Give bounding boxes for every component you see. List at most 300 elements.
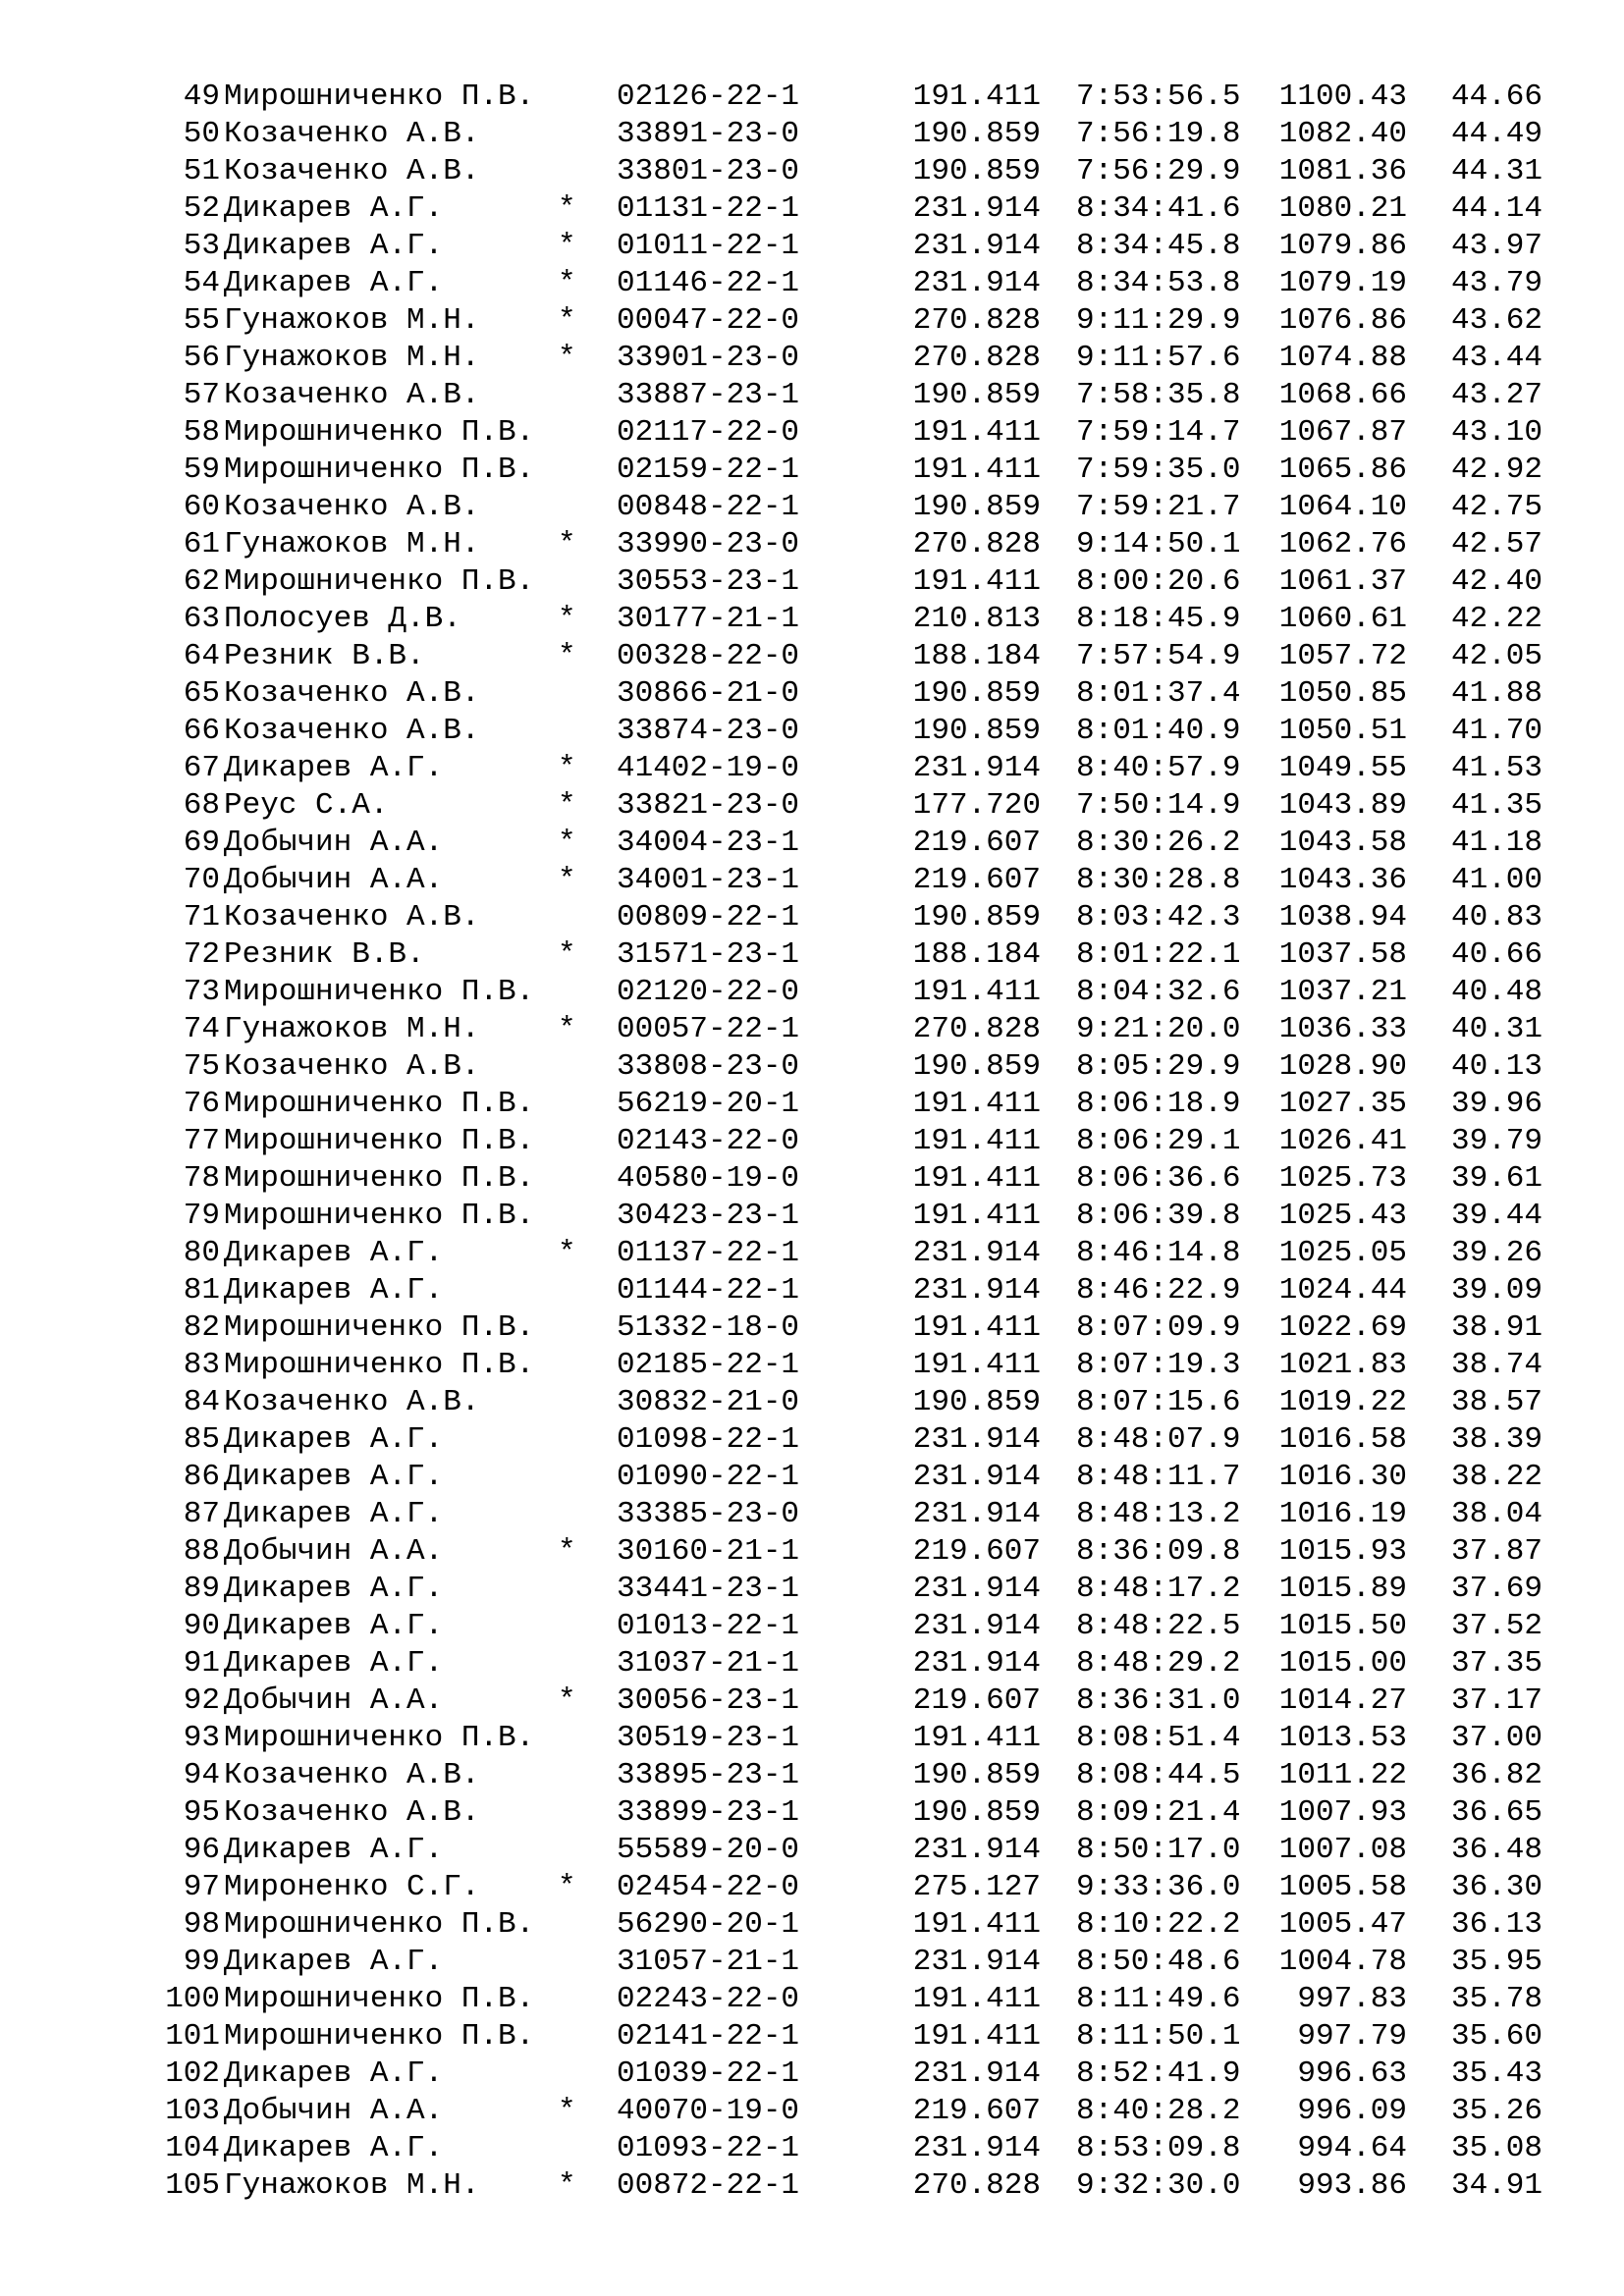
- flight-time-cell: 8:10:22.2: [1076, 1907, 1241, 1942]
- table-row: [143, 1160, 1567, 1198]
- place-cell: 55: [183, 303, 220, 338]
- fancier-name-cell: Резник В.В.: [224, 937, 425, 972]
- fancier-name-cell: Гунажоков М.Н.: [224, 303, 480, 338]
- place-cell: 85: [183, 1422, 220, 1457]
- points-cell: 36.65: [1450, 1795, 1543, 1830]
- fancier-name-cell: Мирошниченко П.В.: [224, 80, 535, 114]
- table-row: [143, 563, 1567, 601]
- fancier-name-cell: Дикарев А.Г.: [224, 2131, 444, 2165]
- fancier-name-cell: Гунажоков М.Н.: [224, 1012, 480, 1046]
- fancier-name-cell: Козаченко А.В.: [224, 900, 480, 934]
- place-cell: 56: [183, 341, 220, 375]
- table-row: [143, 1309, 1567, 1347]
- distance-cell: 219.607: [912, 2094, 1041, 2128]
- table-row: [143, 1720, 1567, 1757]
- speed-cell: 1025.73: [1278, 1161, 1407, 1196]
- points-cell: 35.43: [1450, 2056, 1543, 2091]
- flight-time-cell: 8:11:49.6: [1076, 1982, 1241, 2016]
- flight-time-cell: 8:36:09.8: [1076, 1534, 1241, 1569]
- ring-number-cell: 34001-23-1: [617, 863, 800, 897]
- speed-cell: 994.64: [1297, 2131, 1407, 2165]
- points-cell: 37.87: [1450, 1534, 1543, 1569]
- distance-cell: 177.720: [912, 788, 1041, 823]
- speed-cell: 1016.58: [1278, 1422, 1407, 1457]
- table-row: [143, 1011, 1567, 1048]
- fancier-name-cell: Козаченко А.В.: [224, 490, 480, 524]
- flight-time-cell: 8:34:53.8: [1076, 266, 1241, 300]
- speed-cell: 1082.40: [1278, 117, 1407, 151]
- mark-cell: *: [558, 1870, 576, 1904]
- ring-number-cell: 56290-20-1: [617, 1907, 800, 1942]
- fancier-name-cell: Дикарев А.Г.: [224, 191, 444, 226]
- speed-cell: 1068.66: [1278, 378, 1407, 412]
- ring-number-cell: 31571-23-1: [617, 937, 800, 972]
- table-row: [143, 377, 1567, 414]
- place-cell: 105: [165, 2168, 220, 2203]
- ring-number-cell: 02120-22-0: [617, 975, 800, 1009]
- distance-cell: 190.859: [912, 1758, 1041, 1792]
- table-row: [143, 302, 1567, 340]
- flight-time-cell: 8:48:11.7: [1076, 1460, 1241, 1494]
- ring-number-cell: 30160-21-1: [617, 1534, 800, 1569]
- table-row: [143, 1645, 1567, 1682]
- speed-cell: 996.63: [1297, 2056, 1407, 2091]
- distance-cell: 270.828: [912, 1012, 1041, 1046]
- place-cell: 53: [183, 229, 220, 263]
- fancier-name-cell: Добычин А.А.: [224, 826, 444, 860]
- fancier-name-cell: Мирошниченко П.В.: [224, 1199, 535, 1233]
- ring-number-cell: 02454-22-0: [617, 1870, 800, 1904]
- speed-cell: 1067.87: [1278, 415, 1407, 450]
- distance-cell: 231.914: [912, 751, 1041, 785]
- speed-cell: 1027.35: [1278, 1087, 1407, 1121]
- table-row: [143, 1794, 1567, 1832]
- distance-cell: 190.859: [912, 154, 1041, 188]
- mark-cell: *: [558, 639, 576, 673]
- place-cell: 96: [183, 1833, 220, 1867]
- distance-cell: 190.859: [912, 117, 1041, 151]
- points-cell: 42.57: [1450, 527, 1543, 561]
- mark-cell: *: [558, 751, 576, 785]
- place-cell: 61: [183, 527, 220, 561]
- fancier-name-cell: Дикарев А.Г.: [224, 1833, 444, 1867]
- fancier-name-cell: Козаченко А.В.: [224, 154, 480, 188]
- place-cell: 83: [183, 1348, 220, 1382]
- ring-number-cell: 02141-22-1: [617, 2019, 800, 2054]
- fancier-name-cell: Мирошниченко П.В.: [224, 564, 535, 599]
- speed-cell: 997.79: [1297, 2019, 1407, 2054]
- place-cell: 102: [165, 2056, 220, 2091]
- ring-number-cell: 00872-22-1: [617, 2168, 800, 2203]
- place-cell: 76: [183, 1087, 220, 1121]
- speed-cell: 1074.88: [1278, 341, 1407, 375]
- ring-number-cell: 33899-23-1: [617, 1795, 800, 1830]
- distance-cell: 191.411: [912, 415, 1041, 450]
- flight-time-cell: 8:34:41.6: [1076, 191, 1241, 226]
- place-cell: 104: [165, 2131, 220, 2165]
- flight-time-cell: 8:01:40.9: [1076, 714, 1241, 748]
- table-row: [143, 2167, 1567, 2205]
- fancier-name-cell: Дикарев А.Г.: [224, 1945, 444, 1979]
- distance-cell: 191.411: [912, 1310, 1041, 1345]
- place-cell: 51: [183, 154, 220, 188]
- table-row: [143, 750, 1567, 787]
- points-cell: 39.44: [1450, 1199, 1543, 1233]
- flight-time-cell: 8:40:28.2: [1076, 2094, 1241, 2128]
- distance-cell: 231.914: [912, 1833, 1041, 1867]
- table-row: [143, 1421, 1567, 1459]
- distance-cell: 231.914: [912, 1236, 1041, 1270]
- distance-cell: 190.859: [912, 1049, 1041, 1084]
- flight-time-cell: 8:04:32.6: [1076, 975, 1241, 1009]
- speed-cell: 1013.53: [1278, 1721, 1407, 1755]
- points-cell: 43.44: [1450, 341, 1543, 375]
- ring-number-cell: 01137-22-1: [617, 1236, 800, 1270]
- speed-cell: 1043.58: [1278, 826, 1407, 860]
- fancier-name-cell: Дикарев А.Г.: [224, 1422, 444, 1457]
- points-cell: 37.69: [1450, 1572, 1543, 1606]
- mark-cell: *: [558, 303, 576, 338]
- speed-cell: 1038.94: [1278, 900, 1407, 934]
- distance-cell: 275.127: [912, 1870, 1041, 1904]
- fancier-name-cell: Козаченко А.В.: [224, 1385, 480, 1419]
- flight-time-cell: 8:48:17.2: [1076, 1572, 1241, 1606]
- ring-number-cell: 51332-18-0: [617, 1310, 800, 1345]
- table-row: [143, 1198, 1567, 1235]
- flight-time-cell: 8:00:20.6: [1076, 564, 1241, 599]
- table-row: [143, 787, 1567, 825]
- flight-time-cell: 8:08:51.4: [1076, 1721, 1241, 1755]
- flight-time-cell: 8:48:07.9: [1076, 1422, 1241, 1457]
- results-table: [143, 79, 1567, 2205]
- flight-time-cell: 8:46:22.9: [1076, 1273, 1241, 1308]
- fancier-name-cell: Добычин А.А.: [224, 2094, 444, 2128]
- flight-time-cell: 7:59:21.7: [1076, 490, 1241, 524]
- flight-time-cell: 8:06:36.6: [1076, 1161, 1241, 1196]
- speed-cell: 1079.19: [1278, 266, 1407, 300]
- fancier-name-cell: Мирошниченко П.В.: [224, 2019, 535, 2054]
- ring-number-cell: 02143-22-0: [617, 1124, 800, 1158]
- mark-cell: *: [558, 937, 576, 972]
- flight-time-cell: 8:48:29.2: [1076, 1646, 1241, 1681]
- points-cell: 38.74: [1450, 1348, 1543, 1382]
- points-cell: 36.13: [1450, 1907, 1543, 1942]
- points-cell: 42.05: [1450, 639, 1543, 673]
- speed-cell: 1019.22: [1278, 1385, 1407, 1419]
- ring-number-cell: 01090-22-1: [617, 1460, 800, 1494]
- table-row: [143, 1384, 1567, 1421]
- flight-time-cell: 8:06:18.9: [1076, 1087, 1241, 1121]
- flight-time-cell: 9:32:30.0: [1076, 2168, 1241, 2203]
- table-row: [143, 526, 1567, 563]
- distance-cell: 210.813: [912, 602, 1041, 636]
- speed-cell: 1081.36: [1278, 154, 1407, 188]
- distance-cell: 231.914: [912, 1945, 1041, 1979]
- speed-cell: 1065.86: [1278, 453, 1407, 487]
- speed-cell: 1024.44: [1278, 1273, 1407, 1308]
- fancier-name-cell: Мирошниченко П.В.: [224, 415, 535, 450]
- place-cell: 81: [183, 1273, 220, 1308]
- mark-cell: *: [558, 266, 576, 300]
- ring-number-cell: 02126-22-1: [617, 80, 800, 114]
- place-cell: 78: [183, 1161, 220, 1196]
- ring-number-cell: 01093-22-1: [617, 2131, 800, 2165]
- flight-time-cell: 8:18:45.9: [1076, 602, 1241, 636]
- table-row: [143, 1235, 1567, 1272]
- flight-time-cell: 8:07:09.9: [1076, 1310, 1241, 1345]
- ring-number-cell: 00047-22-0: [617, 303, 800, 338]
- points-cell: 38.57: [1450, 1385, 1543, 1419]
- mark-cell: *: [558, 527, 576, 561]
- mark-cell: *: [558, 1683, 576, 1718]
- ring-number-cell: 30553-23-1: [617, 564, 800, 599]
- distance-cell: 231.914: [912, 1422, 1041, 1457]
- speed-cell: 1007.08: [1278, 1833, 1407, 1867]
- distance-cell: 191.411: [912, 1907, 1041, 1942]
- place-cell: 84: [183, 1385, 220, 1419]
- ring-number-cell: 30866-21-0: [617, 676, 800, 711]
- speed-cell: 1036.33: [1278, 1012, 1407, 1046]
- place-cell: 80: [183, 1236, 220, 1270]
- distance-cell: 270.828: [912, 527, 1041, 561]
- points-cell: 39.09: [1450, 1273, 1543, 1308]
- points-cell: 42.22: [1450, 602, 1543, 636]
- fancier-name-cell: Мирошниченко П.В.: [224, 1721, 535, 1755]
- place-cell: 88: [183, 1534, 220, 1569]
- flight-time-cell: 7:57:54.9: [1076, 639, 1241, 673]
- flight-time-cell: 8:36:31.0: [1076, 1683, 1241, 1718]
- flight-time-cell: 8:09:21.4: [1076, 1795, 1241, 1830]
- points-cell: 35.08: [1450, 2131, 1543, 2165]
- points-cell: 39.96: [1450, 1087, 1543, 1121]
- points-cell: 35.78: [1450, 1982, 1543, 2016]
- flight-time-cell: 8:07:19.3: [1076, 1348, 1241, 1382]
- distance-cell: 231.914: [912, 2056, 1041, 2091]
- flight-time-cell: 7:59:14.7: [1076, 415, 1241, 450]
- speed-cell: 1021.83: [1278, 1348, 1407, 1382]
- table-row: [143, 1123, 1567, 1160]
- points-cell: 37.00: [1450, 1721, 1543, 1755]
- ring-number-cell: 01011-22-1: [617, 229, 800, 263]
- flight-time-cell: 7:58:35.8: [1076, 378, 1241, 412]
- mark-cell: *: [558, 341, 576, 375]
- points-cell: 43.97: [1450, 229, 1543, 263]
- flight-time-cell: 8:07:15.6: [1076, 1385, 1241, 1419]
- table-row: [143, 601, 1567, 638]
- flight-time-cell: 8:01:22.1: [1076, 937, 1241, 972]
- distance-cell: 191.411: [912, 80, 1041, 114]
- mark-cell: *: [558, 788, 576, 823]
- flight-time-cell: 8:40:57.9: [1076, 751, 1241, 785]
- place-cell: 54: [183, 266, 220, 300]
- flight-time-cell: 8:46:14.8: [1076, 1236, 1241, 1270]
- ring-number-cell: 33874-23-0: [617, 714, 800, 748]
- distance-cell: 231.914: [912, 1497, 1041, 1531]
- distance-cell: 191.411: [912, 1087, 1041, 1121]
- table-row: [143, 1347, 1567, 1384]
- flight-time-cell: 8:06:39.8: [1076, 1199, 1241, 1233]
- speed-cell: 1014.27: [1278, 1683, 1407, 1718]
- flight-time-cell: 8:48:13.2: [1076, 1497, 1241, 1531]
- fancier-name-cell: Козаченко А.В.: [224, 1049, 480, 1084]
- speed-cell: 997.83: [1297, 1982, 1407, 2016]
- speed-cell: 1015.00: [1278, 1646, 1407, 1681]
- ring-number-cell: 00057-22-1: [617, 1012, 800, 1046]
- fancier-name-cell: Козаченко А.В.: [224, 117, 480, 151]
- flight-time-cell: 7:56:29.9: [1076, 154, 1241, 188]
- distance-cell: 191.411: [912, 453, 1041, 487]
- fancier-name-cell: Дикарев А.Г.: [224, 1497, 444, 1531]
- points-cell: 41.88: [1450, 676, 1543, 711]
- ring-number-cell: 55589-20-0: [617, 1833, 800, 1867]
- ring-number-cell: 31037-21-1: [617, 1646, 800, 1681]
- points-cell: 41.70: [1450, 714, 1543, 748]
- mark-cell: *: [558, 826, 576, 860]
- speed-cell: 1025.05: [1278, 1236, 1407, 1270]
- place-cell: 97: [183, 1870, 220, 1904]
- speed-cell: 1050.85: [1278, 676, 1407, 711]
- distance-cell: 231.914: [912, 266, 1041, 300]
- mark-cell: *: [558, 1012, 576, 1046]
- flight-time-cell: 8:30:26.2: [1076, 826, 1241, 860]
- mark-cell: *: [558, 2168, 576, 2203]
- points-cell: 37.35: [1450, 1646, 1543, 1681]
- table-row: [143, 340, 1567, 377]
- ring-number-cell: 40070-19-0: [617, 2094, 800, 2128]
- ring-number-cell: 33891-23-0: [617, 117, 800, 151]
- points-cell: 37.52: [1450, 1609, 1543, 1643]
- table-row: [143, 1533, 1567, 1571]
- mark-cell: *: [558, 863, 576, 897]
- ring-number-cell: 41402-19-0: [617, 751, 800, 785]
- distance-cell: 191.411: [912, 1982, 1041, 2016]
- place-cell: 67: [183, 751, 220, 785]
- fancier-name-cell: Козаченко А.В.: [224, 378, 480, 412]
- table-row: [143, 489, 1567, 526]
- ring-number-cell: 56219-20-1: [617, 1087, 800, 1121]
- ring-number-cell: 30056-23-1: [617, 1683, 800, 1718]
- place-cell: 74: [183, 1012, 220, 1046]
- place-cell: 62: [183, 564, 220, 599]
- place-cell: 103: [165, 2094, 220, 2128]
- points-cell: 36.82: [1450, 1758, 1543, 1792]
- mark-cell: *: [558, 191, 576, 226]
- points-cell: 40.66: [1450, 937, 1543, 972]
- points-cell: 35.26: [1450, 2094, 1543, 2128]
- fancier-name-cell: Мирошниченко П.В.: [224, 1982, 535, 2016]
- ring-number-cell: 33385-23-0: [617, 1497, 800, 1531]
- table-row: [143, 1757, 1567, 1794]
- flight-time-cell: 8:01:37.4: [1076, 676, 1241, 711]
- points-cell: 36.48: [1450, 1833, 1543, 1867]
- fancier-name-cell: Козаченко А.В.: [224, 1758, 480, 1792]
- ring-number-cell: 02243-22-0: [617, 1982, 800, 2016]
- flight-time-cell: 8:11:50.1: [1076, 2019, 1241, 2054]
- distance-cell: 270.828: [912, 303, 1041, 338]
- distance-cell: 231.914: [912, 1609, 1041, 1643]
- speed-cell: 993.86: [1297, 2168, 1407, 2203]
- table-row: [143, 974, 1567, 1011]
- table-row: [143, 638, 1567, 675]
- distance-cell: 190.859: [912, 378, 1041, 412]
- fancier-name-cell: Дикарев А.Г.: [224, 229, 444, 263]
- table-row: [143, 675, 1567, 713]
- ring-number-cell: 30832-21-0: [617, 1385, 800, 1419]
- table-row: [143, 1944, 1567, 1981]
- place-cell: 100: [165, 1982, 220, 2016]
- ring-number-cell: 01098-22-1: [617, 1422, 800, 1457]
- distance-cell: 191.411: [912, 975, 1041, 1009]
- fancier-name-cell: Козаченко А.В.: [224, 1795, 480, 1830]
- distance-cell: 188.184: [912, 937, 1041, 972]
- fancier-name-cell: Мирошниченко П.В.: [224, 1161, 535, 1196]
- speed-cell: 1026.41: [1278, 1124, 1407, 1158]
- speed-cell: 1005.58: [1278, 1870, 1407, 1904]
- flight-time-cell: 8:48:22.5: [1076, 1609, 1241, 1643]
- table-row: [143, 862, 1567, 899]
- table-row: [143, 1906, 1567, 1944]
- mark-cell: *: [558, 2094, 576, 2128]
- speed-cell: 1076.86: [1278, 303, 1407, 338]
- speed-cell: 1025.43: [1278, 1199, 1407, 1233]
- place-cell: 50: [183, 117, 220, 151]
- table-row: [143, 899, 1567, 936]
- place-cell: 70: [183, 863, 220, 897]
- table-row: [143, 153, 1567, 190]
- speed-cell: 1057.72: [1278, 639, 1407, 673]
- ring-number-cell: 30519-23-1: [617, 1721, 800, 1755]
- points-cell: 40.31: [1450, 1012, 1543, 1046]
- distance-cell: 219.607: [912, 1534, 1041, 1569]
- points-cell: 43.27: [1450, 378, 1543, 412]
- ring-number-cell: 33808-23-0: [617, 1049, 800, 1084]
- speed-cell: 1037.58: [1278, 937, 1407, 972]
- points-cell: 40.83: [1450, 900, 1543, 934]
- fancier-name-cell: Мирошниченко П.В.: [224, 1907, 535, 1942]
- fancier-name-cell: Мирошниченко П.В.: [224, 1124, 535, 1158]
- table-row: [143, 1869, 1567, 1906]
- fancier-name-cell: Добычин А.А.: [224, 1534, 444, 1569]
- distance-cell: 190.859: [912, 1385, 1041, 1419]
- speed-cell: 1015.50: [1278, 1609, 1407, 1643]
- speed-cell: 1016.30: [1278, 1460, 1407, 1494]
- speed-cell: 1015.89: [1278, 1572, 1407, 1606]
- place-cell: 71: [183, 900, 220, 934]
- place-cell: 72: [183, 937, 220, 972]
- table-row: [143, 1608, 1567, 1645]
- table-row: [143, 1048, 1567, 1086]
- distance-cell: 231.914: [912, 1572, 1041, 1606]
- place-cell: 52: [183, 191, 220, 226]
- ring-number-cell: 31057-21-1: [617, 1945, 800, 1979]
- points-cell: 44.14: [1450, 191, 1543, 226]
- speed-cell: 1028.90: [1278, 1049, 1407, 1084]
- points-cell: 42.75: [1450, 490, 1543, 524]
- flight-time-cell: 9:14:50.1: [1076, 527, 1241, 561]
- table-row: [143, 79, 1567, 116]
- distance-cell: 190.859: [912, 714, 1041, 748]
- table-row: [143, 452, 1567, 489]
- ring-number-cell: 33821-23-0: [617, 788, 800, 823]
- flight-time-cell: 7:59:35.0: [1076, 453, 1241, 487]
- fancier-name-cell: Полосуев Д.В.: [224, 602, 461, 636]
- table-row: [143, 190, 1567, 228]
- distance-cell: 231.914: [912, 229, 1041, 263]
- distance-cell: 270.828: [912, 341, 1041, 375]
- speed-cell: 1004.78: [1278, 1945, 1407, 1979]
- distance-cell: 231.914: [912, 1646, 1041, 1681]
- flight-time-cell: 8:50:17.0: [1076, 1833, 1241, 1867]
